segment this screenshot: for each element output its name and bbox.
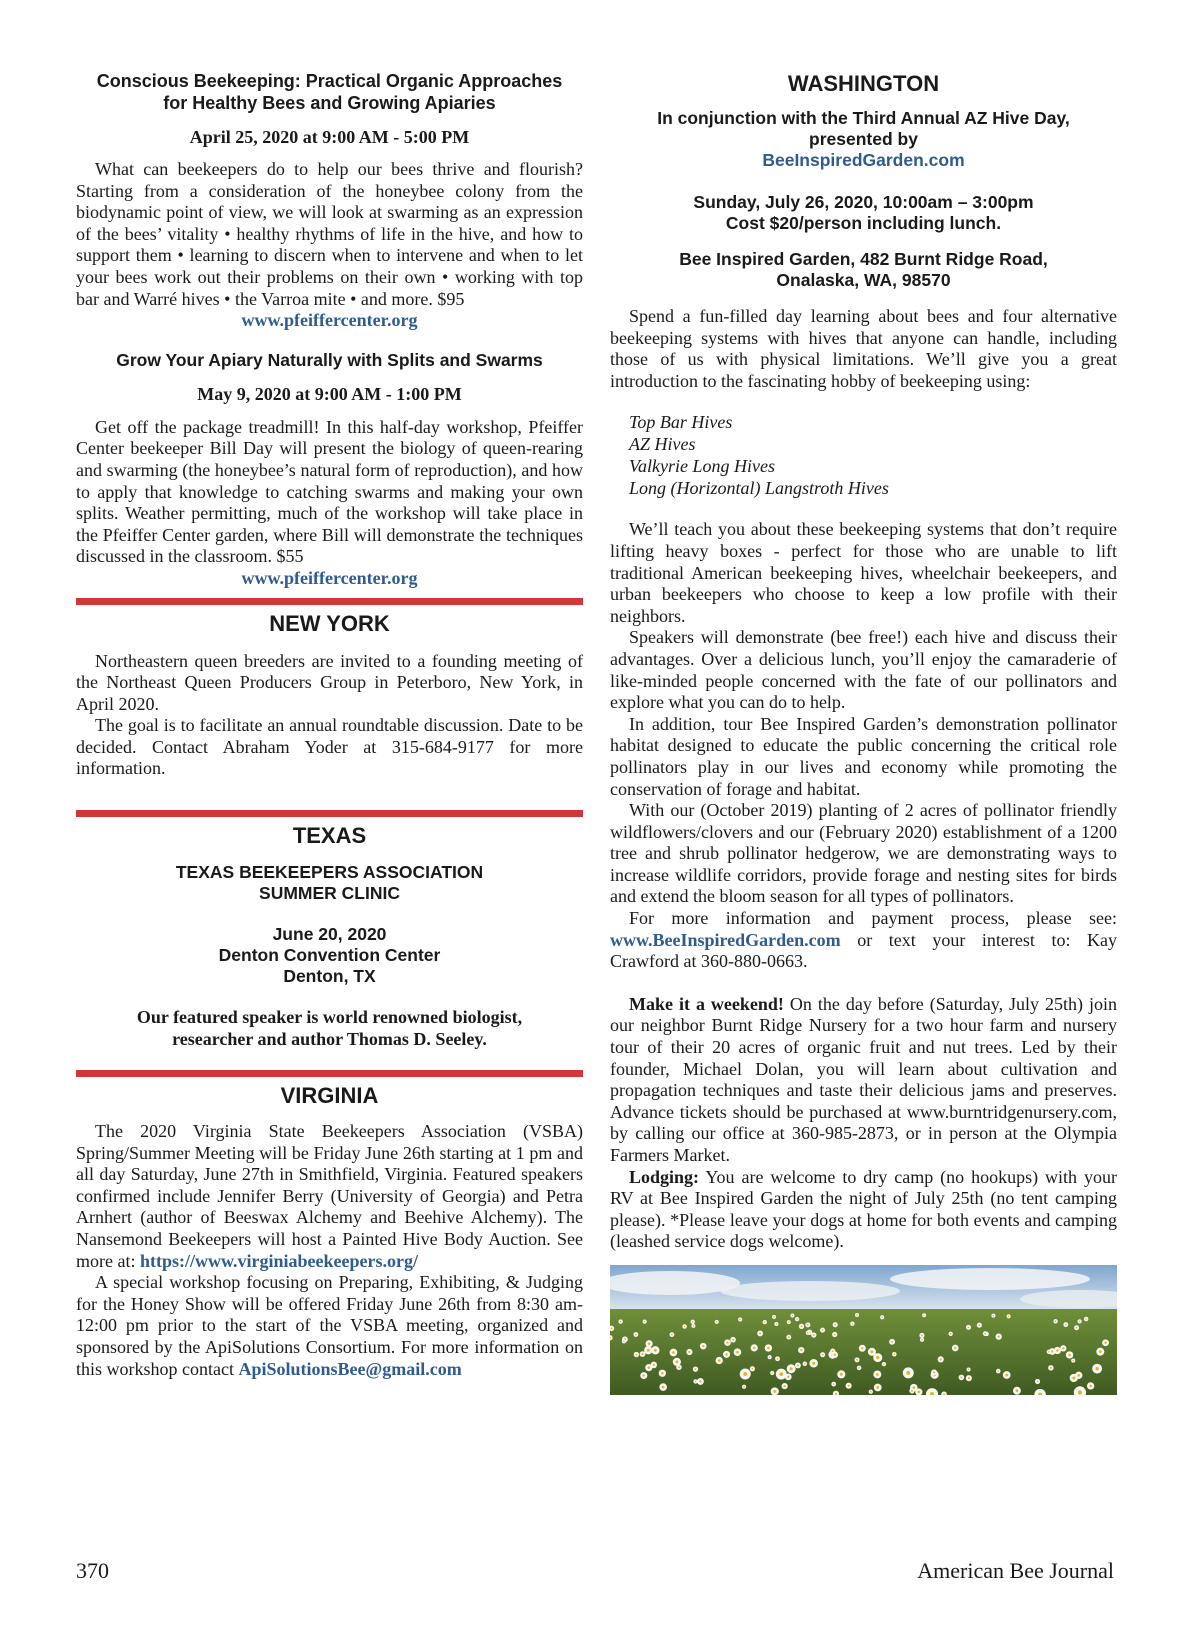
section-divider [76, 598, 583, 605]
list-item: Long (Horizontal) Langstroth Hives [629, 478, 889, 499]
texas-speaker: Our featured speaker is world renowned biologist, researcher and author Thomas D. Seeley. [136, 1007, 523, 1050]
apisolutions-email-link[interactable]: ApiSolutionsBee@gmail.com [238, 1358, 462, 1379]
right-column [610, 70, 1117, 1395]
virginia-heading: VIRGINIA [280, 1083, 379, 1109]
section-divider [76, 1070, 583, 1077]
event1-title: Conscious Beekeeping: Practical Organic Approaches for Healthy Bees and Growing Apiaries [96, 71, 563, 113]
list-item: AZ Hives [629, 434, 696, 455]
page-number: 370 [76, 1558, 109, 1583]
washington-p1: Spend a fun-filled day learning about bees and four alternative beekeeping systems with hives that anyone can handle, including those of us with physical limitations. We’ll give you a great introduction to the fascinating hobby of beekeeping using: [610, 306, 1117, 391]
washington-intro: In conjunction with the Third Annual AZ Hive Day, presented by BeeInspiredGarden.com [610, 108, 1117, 171]
washington-date-cost: Sunday, July 26, 2020, 10:00am – 3:00pm Cost $20/person including lunch. [693, 192, 1034, 233]
hive-list [610, 411, 1117, 499]
list-item: Valkyrie Long Hives [629, 456, 775, 477]
virginia-link[interactable]: https://www.virginiabeekeepers.org/ [139, 1250, 418, 1271]
event1-date: April 25, 2020 at 9:00 AM - 5:00 PM [189, 127, 470, 147]
bee-inspired-link[interactable]: BeeInspiredGarden.com [762, 150, 965, 170]
daisy-field-image [610, 1265, 1117, 1395]
left-column [76, 70, 583, 1380]
virginia-p1: The 2020 Virginia State Beekeepers Association (VSBA) Spring/Summer Meeting will be Friday June 26th starting at 1 pm and all day Saturday, June 27th in Smithfield, Virginia. Featured speakers confirmed include Jennifer Berry (University of Georgia) and Petra Arnhert (author of Beeswax Alchemy and Beehive Alchemy). The Nansemond Beekeepers will host a Painted Hive Body Auction. See more at: https://www.virginiabeekeepers.org/ [76, 1121, 583, 1271]
event2-date: May 9, 2020 at 9:00 AM - 1:00 PM [197, 383, 462, 404]
event2-link[interactable]: www.pfeiffercenter.org [241, 567, 418, 588]
new-york-heading: NEW YORK [269, 610, 390, 636]
publication-name: American Bee Journal [917, 1558, 1114, 1583]
new-york-p2: The goal is to facilitate an annual roundtable discussion. Date to be decided. Contact Abraham Yoder at 315-684-9177 for more information. [76, 715, 583, 779]
virginia-p2: A special workshop focusing on Preparing, Exhibiting, & Judging for the Honey Show will be offered Friday June 26th from 8:30 am-12:00 pm prior to the start of the VSBA meeting, organized and sponsored by the ApiSolutions Consortium. For more information on this workshop contact ApiSolutionsBee@gmail.com [76, 1272, 583, 1379]
lodging-paragraph: Lodging: You are welcome to dry camp (no hookups) with your RV at Bee Inspired Garden the night of July 25th (no tent camping please). *Please leave your dogs at home for both events and camping (leashed service dogs welcome). [610, 1166, 1117, 1252]
washington-address: Bee Inspired Garden, 482 Burnt Ridge Road, Onalaska, WA, 98570 [679, 249, 1048, 290]
washington-p3: Speakers will demonstrate (bee free!) each hive and discuss their advantages. Over a delicious lunch, you’ll enjoy the camaraderie of like-minded people concerned with the fate of our pollinators and explore what you can do to help. [610, 627, 1117, 713]
event2-title: Grow Your Apiary Naturally with Splits and Swarms [116, 349, 543, 370]
event2-body: Get off the package treadmill! In this half-day workshop, Pfeiffer Center beekeeper Bill Day will present the biology of queen-rearing and swarming (the honeybee’s natural form of reproduction), and how to apply that knowledge to catching swarms and making your own splits. Weather permitting, much of the workshop will take place in the Pfeiffer Center garden, where Bill will demonstrate the techniques discussed in the classroom. $55 [76, 416, 583, 567]
washington-p2: We’ll teach you about these beekeeping systems that don’t require lifting heavy boxes - perfect for those who are unable to lift traditional American beekeeping hives, wheelchair beekeepers, and urban beekeepers who choose to keep a low profile with their neighbors. [610, 519, 1117, 626]
event1-body: What can beekeepers do to help our bees thrive and flourish? Starting from a consideration of the honeybee colony from the biodynamic point of view, we will look at swarming as an expression of the bees’ vitality • healthy rhythms of life in the hive, and how to support them • learning to discern when to intervene and when to let your bees work out their problems on their own • working with top bar and Warré hives • the Varroa mite • and more. $95 [76, 159, 583, 309]
event1-link[interactable]: www.pfeiffercenter.org [241, 310, 418, 331]
washington-p5: With our (October 2019) planting of 2 acres of pollinator friendly wildflowers/clovers and our (February 2020) establishment of a 1200 tree and shrub pollinator hedgerow, we are demonstrating ways to increase wildlife corridors, provide forage and nesting sites for birds and extend the bloom season for all types of pollinators. [610, 800, 1117, 907]
bee-inspired-url-link[interactable]: www.BeeInspiredGarden.com [610, 929, 841, 950]
weekend-paragraph: Make it a weekend! On the day before (Saturday, July 25th) join our neighbor Burnt Ridge Nursery for a two hour farm and nursery tour of their 20 acres of organic fruit and nut trees. Led by their founder, Michael Dolan, you will learn about cultivation and propagation techniques and taste their delicious jams and preserves. Advance tickets should be purchased at www.burntridgenursery.com, by calling our office at 360-985-2873, or in person at the Olympia Farmers Market. [610, 993, 1118, 1165]
texas-heading: TEXAS [292, 823, 367, 849]
new-york-p1: Northeastern queen breeders are invited to a founding meeting of the Northeast Queen Producers Group in Peterboro, New York, in April 2020. [76, 650, 583, 714]
texas-details: June 20, 2020 Denton Convention Center Denton, TX [218, 924, 441, 987]
washington-p4: In addition, tour Bee Inspired Garden’s demonstration pollinator habitat designed to educate the public concerning the critical role pollinators play in our lives and economy while promoting the conservation of forage and habitat. [610, 713, 1117, 799]
washington-heading: WASHINGTON [787, 71, 940, 96]
list-item: Top Bar Hives [629, 412, 733, 433]
texas-subtitle: TEXAS BEEKEEPERS ASSOCIATION SUMMER CLINIC [175, 862, 484, 904]
washington-p6: For more information and payment process, please see: www.BeeInspiredGarden.com or text your interest to: Kay Crawford at 360-880-0663. [610, 908, 1117, 972]
section-divider [76, 810, 583, 817]
